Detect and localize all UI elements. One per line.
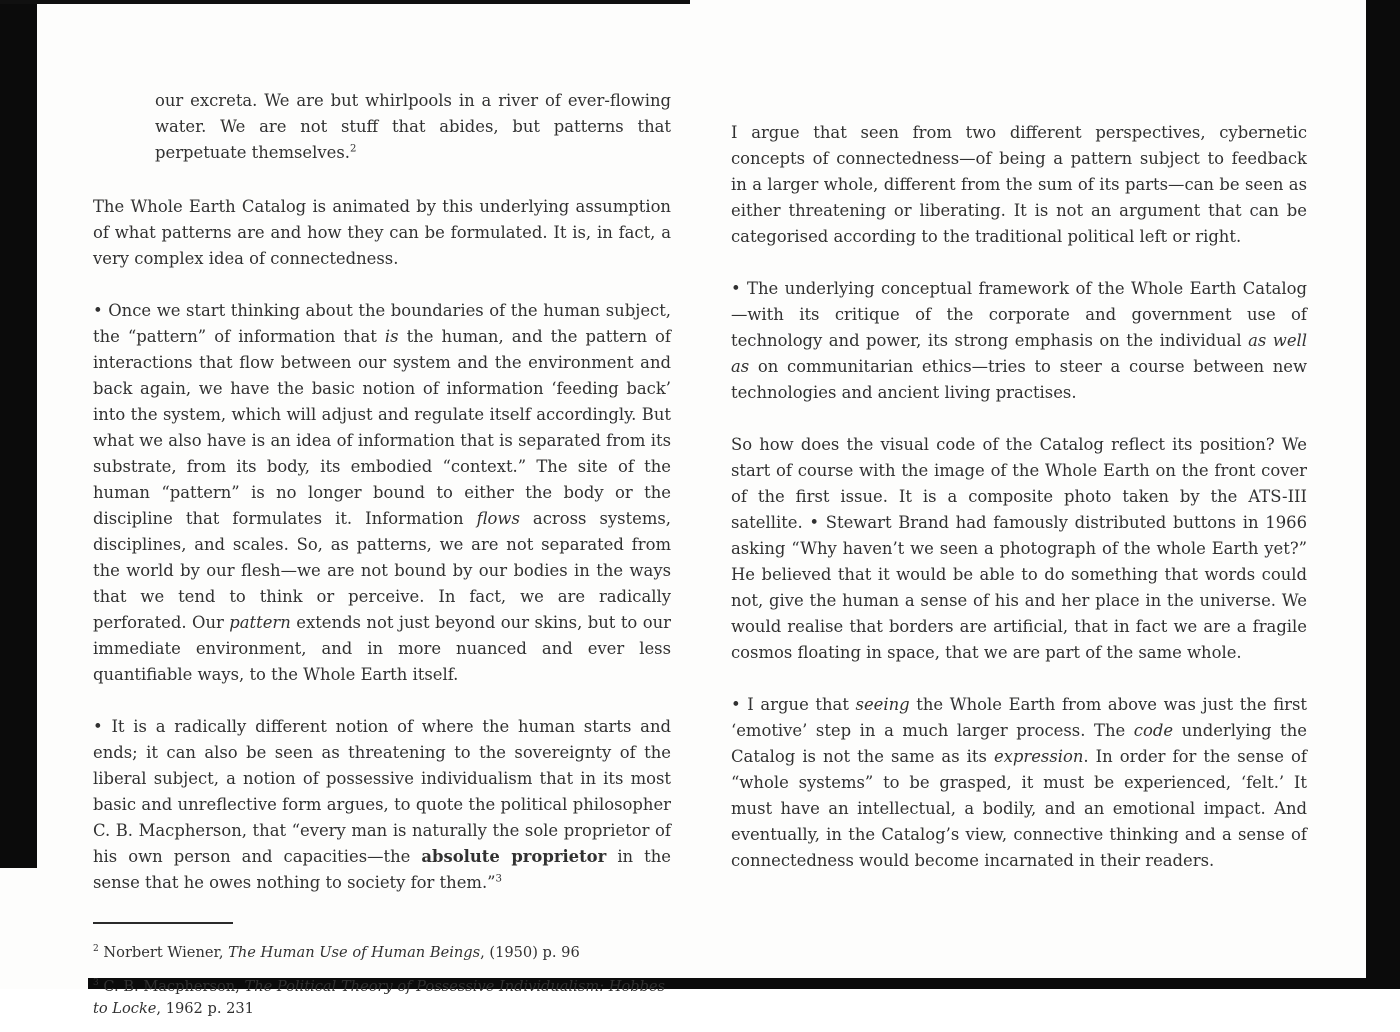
footnote-wiener: $^2$ Norbert Wiener, The Human Use of Human Beings, (1950) p. 96	[93, 944, 580, 961]
right-column	[731, 0, 1307, 900]
footnote-macpherson: $^3$ C. B. Macpherson, The Political Theory of Possessive Individualism: Hobbes to Locke, 1962 p. 231	[93, 978, 666, 1017]
footnote-divider	[93, 922, 233, 924]
scan-edge-right-bar	[1366, 0, 1400, 989]
paragraph-bullet-framework: • The underlying conceptual framework of the Whole Earth Catalog—with its critique of the corporate and government use of technology and power, its strong emphasis on the individual as well as on communitarian ethics—tries to steer a course between new technologies and ancient living practises.	[731, 279, 1308, 402]
paragraph-visual-code: So how does the visual code of the Catalog reflect its position? We start of course with the image of the Whole Earth on the front cover of the first issue. It is a composite photo taken by the ATS-III satellite. • Stewart Brand had famously distributed buttons in 1966 asking “Why haven’t we seen a photograph of the whole Earth yet?” He believed that it would be able to do something that words could not, give the human a sense of his and her place in the universe. We would realise that borders are artificial, that in fact we are a fragile cosmos floating in space, that we are part of the same whole.	[731, 435, 1307, 662]
block-quote-wiener: our excreta. We are but whirlpools in a river of ever-flowing water. We are not stuff that abides, but patterns that perpetuate themselves.$^2$	[155, 91, 671, 162]
paragraph-bullet-liberal-subject: • It is a radically different notion of where the human starts and ends; it can also be seen as threatening to the sovereignty of the liberal subject, a notion of possessive individualism that in its most basic and unreflective form argues, to quote the political philosopher C. B. Macpherson, that “every man is naturally the sole proprietor of his own person and capacities—the absolute proprietor in the sense that he owes nothing to society for them.”$^3$	[93, 717, 672, 892]
scan-edge-left-bar	[0, 0, 37, 868]
paragraph-bullet-seeing-earth: • I argue that seeing the Whole Earth from above was just the first ‘emotive’ step in a much larger process. The code underlying the Catalog is not the same as its expression. In order for the sense of “whole systems” to be grasped, it must be experienced, ‘felt.’ It must have an intellectual, a bodily, and an emotional impact. And eventually, in the Catalog’s view, connective thinking and a sense of connectedness would become incarnated in their readers.	[731, 695, 1307, 870]
paragraph-catalog-intro: The Whole Earth Catalog is animated by this underlying assumption of what patterns are and how they can be formulated. It is, in fact, a very complex idea of connectedness.	[93, 197, 671, 268]
paragraph-bullet-pattern: • Once we start thinking about the boundaries of the human subject, the “pattern” of information that is the human, and the pattern of interactions that flow between our system and the environment and back again, we have the basic notion of information ‘feeding back’ into the system, which will adjust and regulate itself accordingly. But what we also have is an idea of information that is separated from its substrate, from its body, its embodied “context.” The site of the human “pattern” is no longer bound to either the body or the discipline that formulates it. Information flows across systems, disciplines, and scales. So, as patterns, we are not separated from the world by our flesh—we are not bound by our bodies in the ways that we tend to think or perceive. In fact, we are radically perforated. Our pattern extends not just beyond our skins, but to our immediate environment, and in more nuanced and ever less quantifiable ways, to the Whole Earth itself.	[93, 301, 671, 684]
left-column	[93, 0, 671, 1032]
paragraph-two-perspectives: I argue that seen from two different perspectives, cybernetic concepts of connectedness—of being a pattern subject to feedback in a larger whole, different from the sum of its parts—can be seen as either threatening or liberating. It is not an argument that can be categorised according to the traditional political left or right.	[731, 123, 1307, 246]
